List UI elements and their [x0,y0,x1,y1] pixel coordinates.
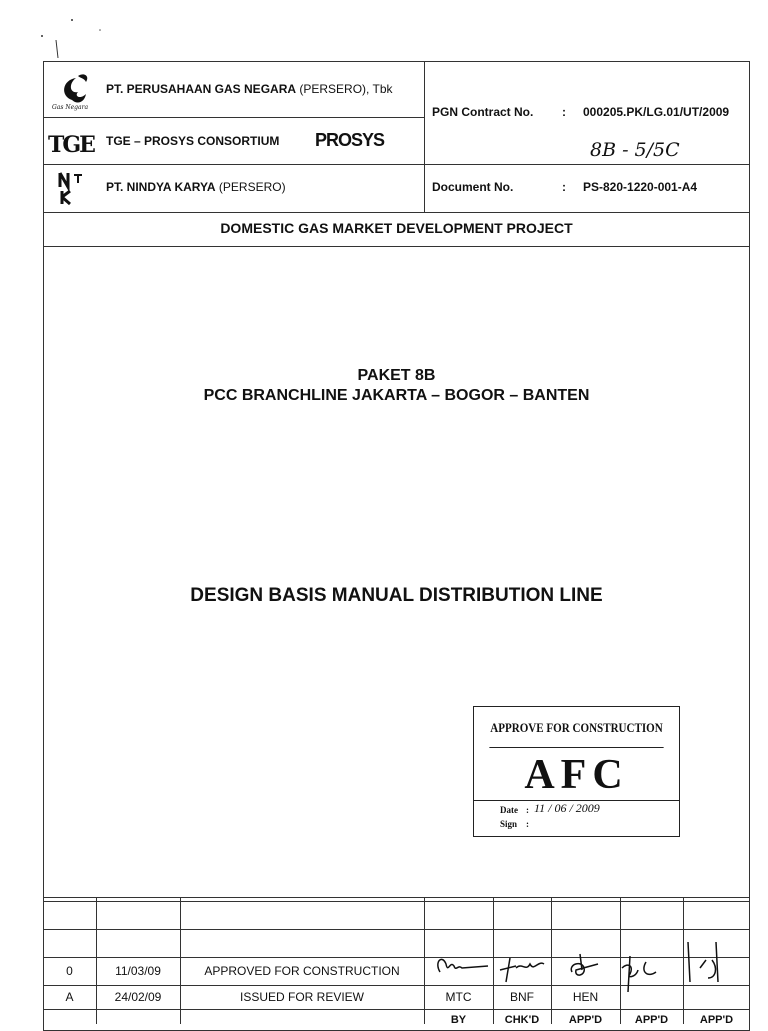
header-divider [424,61,425,212]
company3-name-rest: (PERSERO) [215,180,286,194]
company1-name-rest: (PERSERO), Tbk [296,82,393,96]
stamp-date-value: 11 / 06 / 2009 [534,801,600,815]
header-chkd: CHK'D [504,1014,540,1026]
date-cell: 24/02/09 [114,990,162,1004]
appd1-cell: HEN [572,990,599,1004]
company3-name-bold: PT. NINDYA KARYA [106,180,216,194]
company1-name [106,82,393,96]
by-cell: MTC [445,990,472,1004]
header-appd3: APP'D [699,1014,734,1026]
prosys-logo: PROSYS [315,130,385,150]
header-rule [43,246,750,247]
contract-label: PGN Contract No. [432,105,534,119]
rev-cell: 0 [66,964,73,978]
contract-colon: : [562,105,566,119]
contract-handwritten-note: 8B - 5/5C [590,139,680,161]
document-label: Document No. [432,180,514,194]
scan-marks [40,18,130,73]
revision-col-divider [180,897,181,1024]
afc-stamp [473,706,680,837]
package-line1: PAKET 8B [357,367,436,384]
document-frame [43,61,750,1031]
nindya-karya-logo [56,171,86,205]
revision-table-rule [43,929,750,930]
description-cell: ISSUED FOR REVIEW [239,990,364,1004]
signature-appd3 [684,938,724,991]
tge-logo: TGE [48,132,94,158]
company2-name: TGE – PROSYS CONSORTIUM [106,134,280,148]
date-cell: 11/03/09 [115,964,161,978]
company1-name-bold: PT. PERUSAHAAN GAS NEGARA [106,82,297,96]
project-title: DOMESTIC GAS MARKET DEVELOPMENT PROJECT [220,220,573,236]
revision-col-divider [551,897,552,1024]
chkd-cell: BNF [510,990,534,1004]
stamp-date-label: Date [500,805,518,815]
revision-table-top [43,897,750,898]
signature-by [432,952,490,987]
contract-number: 000205.PK/LG.01/UT/2009 [583,105,730,119]
revision-col-divider [424,897,425,1024]
description-cell: APPROVED FOR CONSTRUCTION [204,964,400,978]
header-appd2: APP'D [634,1014,669,1026]
document-colon: : [562,180,566,194]
header-rule [43,117,424,118]
signature-chkd [496,952,550,991]
stamp-sign-colon: : [526,819,529,829]
revision-col-divider [96,897,97,1024]
revision-table-rule [43,901,750,902]
signature-appd1 [566,950,606,989]
stamp-sign-label: Sign [500,819,518,829]
gas-negara-logo [50,70,102,114]
package-line2: PCC BRANCHLINE JAKARTA – BOGOR – BANTEN [203,387,590,404]
revision-col-divider [493,897,494,1024]
stamp-code: AFC [474,748,679,801]
header-rule [43,212,750,213]
signature-appd2 [620,948,682,1001]
header-by: BY [450,1014,467,1026]
header-rule [43,164,750,165]
document-number: PS-820-1220-001-A4 [583,180,698,194]
company3-name [106,180,286,194]
document-title: DESIGN BASIS MANUAL DISTRIBUTION LINE [190,585,603,606]
stamp-date-colon: : [526,805,529,815]
gas-negara-logo-caption: Gas Negara [52,104,89,111]
revision-table-rule [43,1009,750,1010]
header-appd1: APP'D [568,1014,603,1026]
rev-cell: A [65,990,74,1004]
stamp-heading: APPROVE FOR CONSTRUCTION [489,707,663,748]
